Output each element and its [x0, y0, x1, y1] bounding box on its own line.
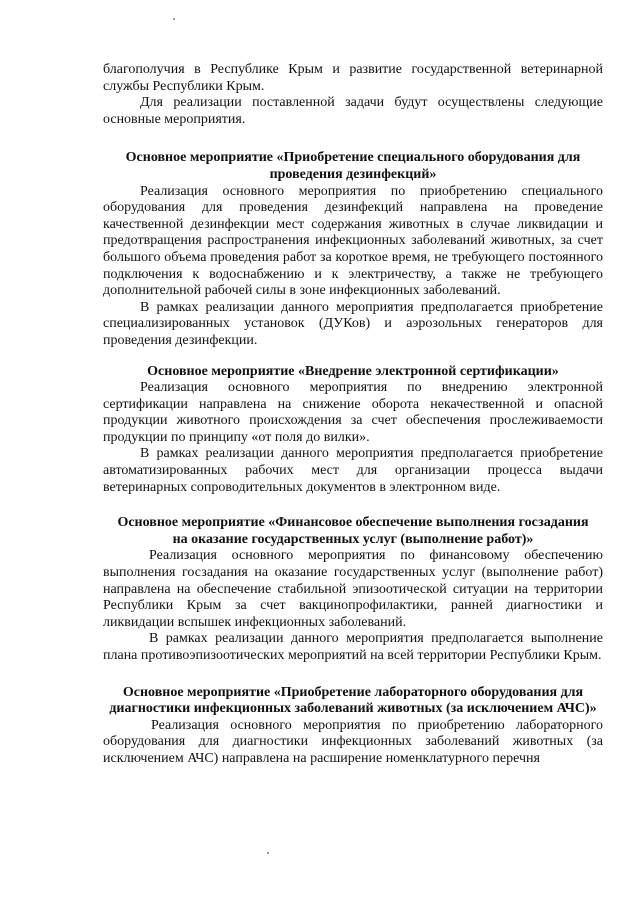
section-title: Основное мероприятие «Приобретение лабораторного оборудования для диагностики инфекционных заболеваний животных (за исключением АЧС)» [109, 684, 597, 717]
section-title: Основное мероприятие «Внедрение электронной сертификации» [147, 363, 559, 379]
section-title: Основное мероприятие «Приобретение специального оборудования для проведения дезинфекций» [125, 150, 581, 182]
document-page [103, 62, 603, 768]
section-paragraph: Реализация основного мероприятия по финансовому обеспечению выполнения госзадания на оказание государственных услуг (выполнение работ) направлена на обеспечение стабильной эпизоотической ситуации на территории Республики Крым за счет вакцинопрофилактики, ранней диагностики и ликвидации вспышек инфекционных заболеваний. [103, 548, 603, 630]
section-paragraph: В рамках реализации данного мероприятия предполагается выполнение плана противоэпизоотических мероприятий на всей территории Республики Крым. [103, 631, 603, 663]
section-paragraph: Реализация основного мероприятия по приобретению специального оборудования для проведения дезинфекций направлена на проведение качественной дезинфекции мест содержания животных в случае ликвидации и предотвращения распространения инфекционных заболеваний животных, за счет большого объема проведения работ за короткое время, не требующего постоянного подключения к водоснабжению и к электричеству, а также не требующего дополнительной рабочей силы в зоне инфекционных заболеваний. [103, 183, 603, 299]
section-paragraph: В рамках реализации данного мероприятия предполагается приобретение автоматизированных рабочих мест для организации процесса выдачи ветеринарных сопроводительных документов в электронном виде. [103, 446, 603, 495]
spacer [103, 665, 603, 685]
section-disinfection-equipment [103, 150, 603, 349]
section-state-task-funding [103, 515, 603, 664]
spacer [103, 128, 603, 150]
spacer [103, 496, 603, 515]
scan-speck-top [173, 18, 175, 20]
spacer [103, 350, 603, 364]
section-paragraph: В рамках реализации данного мероприятия предполагается приобретение специализированных установок (ДУКов) и аэрозольных генераторов для проведения дезинфекции. [103, 299, 603, 348]
intro-paragraph-2: Для реализации поставленной задачи будут осуществлены следующие основные мероприятия. [103, 95, 603, 127]
section-laboratory-equipment [103, 685, 603, 768]
scan-speck-bottom [267, 852, 269, 854]
section-electronic-certification [103, 364, 603, 497]
section-paragraph: Реализация основного мероприятия по приобретению лабораторного оборудования для диагностики инфекционных заболеваний животных (за исключением АЧС) направлена на расширение номенклатурного перечня [103, 717, 603, 766]
section-paragraph: Реализация основного мероприятия по внедрению электронной сертификации направлена на снижение оборота некачественной и опасной продукции животного происхождения за счет обеспечения прослеживаемости продукции по принципу «от поля до вилки». [103, 380, 603, 445]
intro-paragraph-1: благополучия в Республике Крым и развитие государственной ветеринарной службы Республики Крым. [103, 62, 603, 94]
section-title: Основное мероприятие «Финансовое обеспечение выполнения госзадания на оказание государственных услуг (выполнение работ)» [117, 515, 589, 547]
